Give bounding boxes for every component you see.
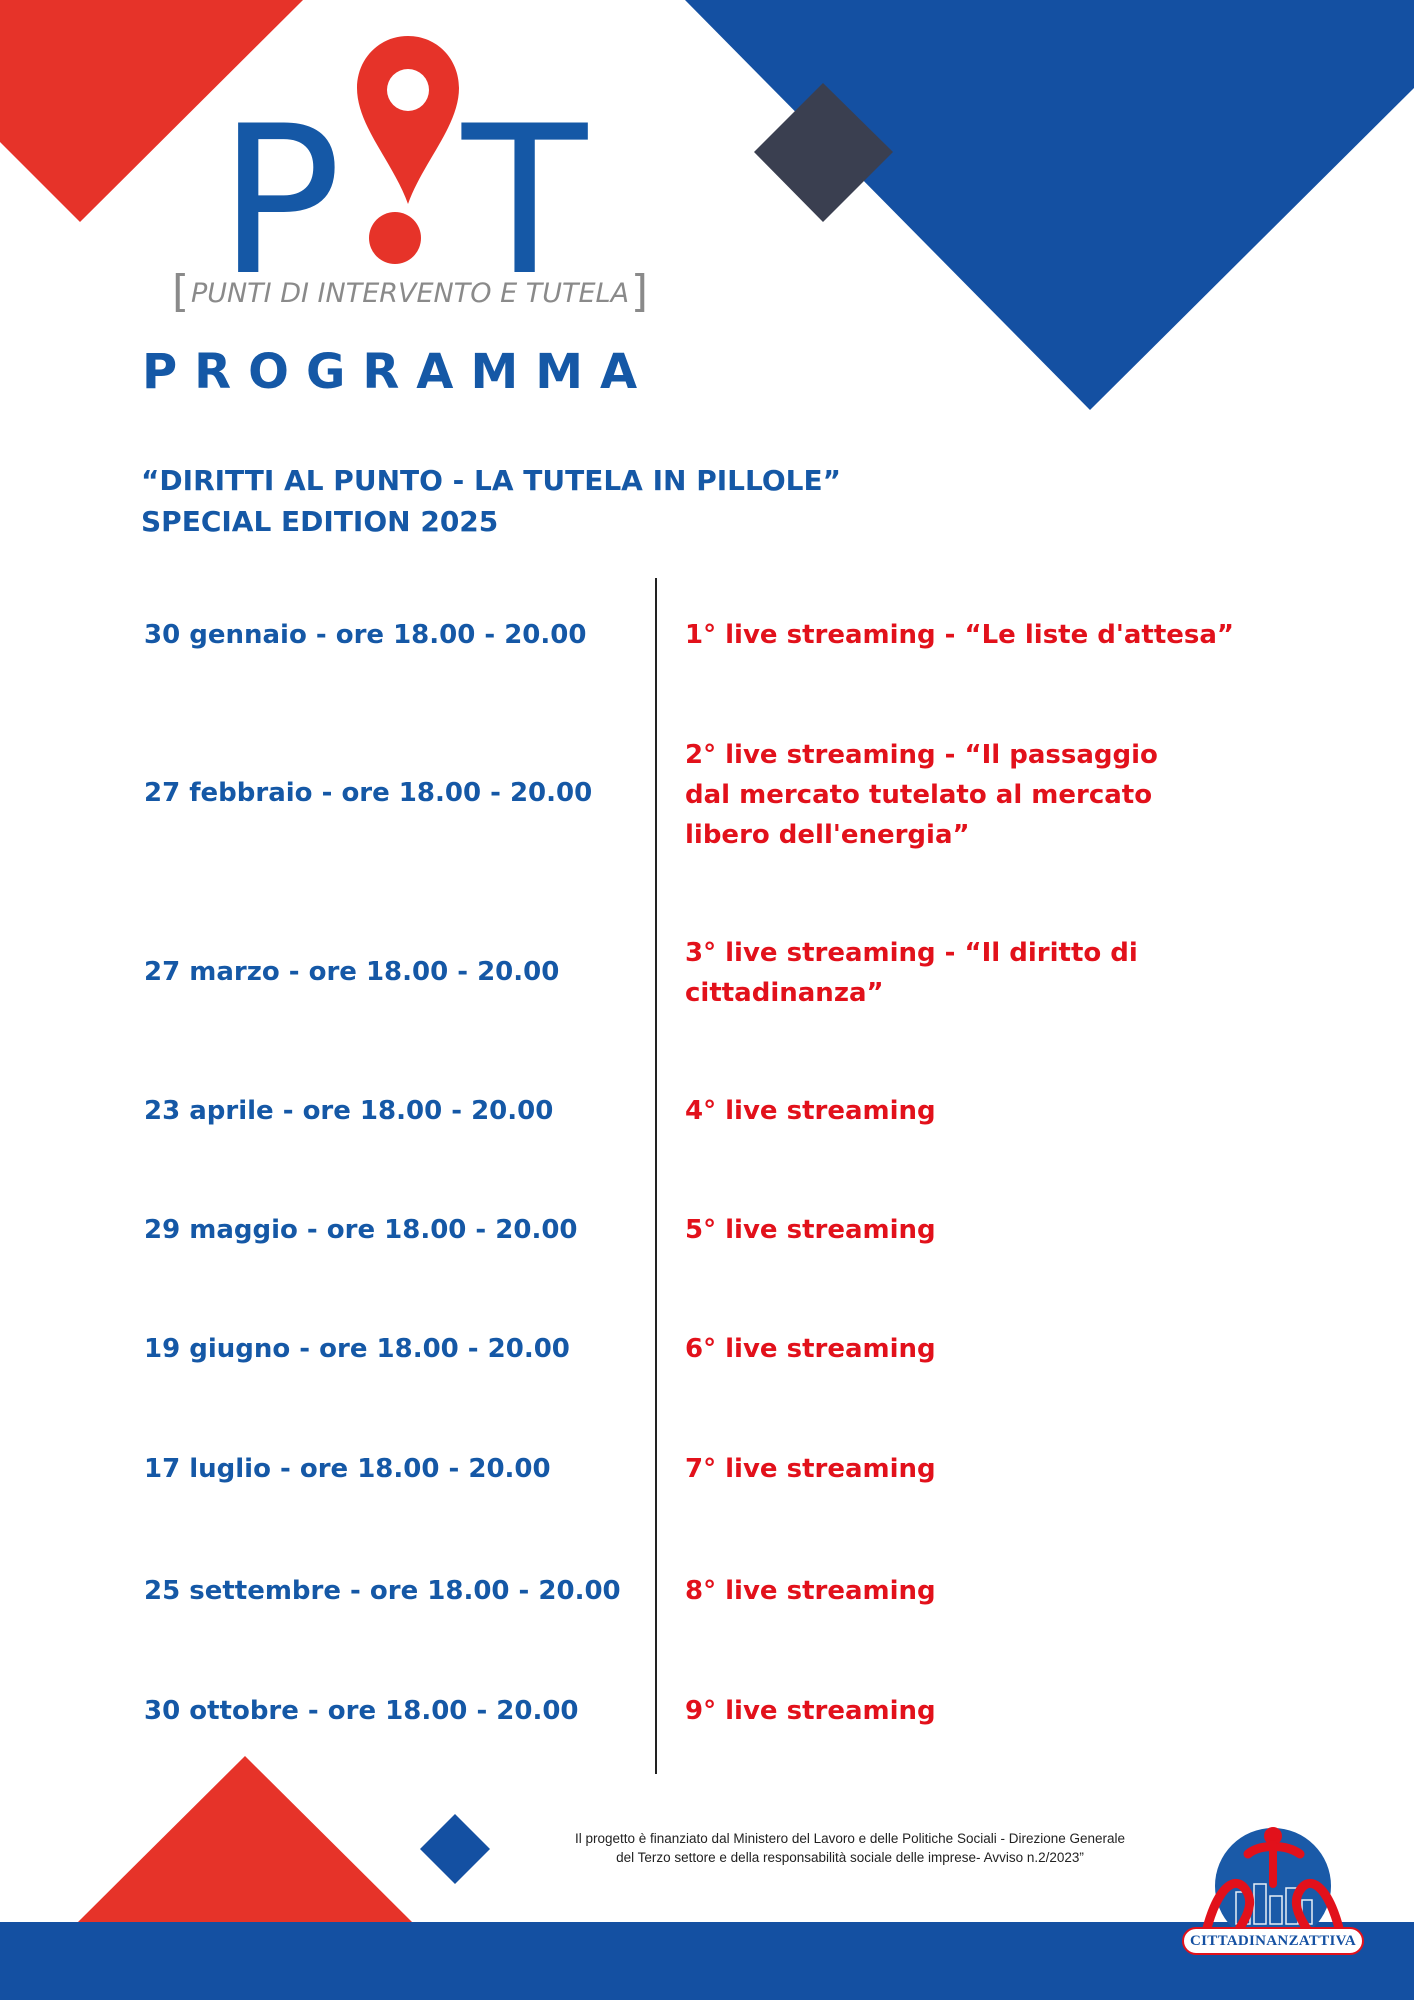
schedule-description: 2° live streaming - “Il passaggio dal mercato tutelato al mercato libero dell'energia” [685, 740, 1158, 850]
partner-logo-text: CITTADINANZATTIVA [1182, 1927, 1364, 1955]
logo-letter-p: P [218, 83, 342, 321]
schedule-date: 17 luglio - ore 18.00 - 20.00 [144, 1454, 551, 1484]
top-right-blue-triangle [685, 0, 1414, 410]
schedule-date: 19 giugno - ore 18.00 - 20.00 [144, 1334, 570, 1364]
schedule-date: 27 marzo - ore 18.00 - 20.00 [144, 957, 560, 987]
schedule-date: 23 aprile - ore 18.00 - 20.00 [144, 1096, 554, 1126]
schedule-date: 29 maggio - ore 18.00 - 20.00 [144, 1215, 578, 1245]
schedule-date: 25 settembre - ore 18.00 - 20.00 [144, 1576, 621, 1606]
logo-tagline-text: PUNTI DI INTERVENTO E TUTELA [190, 278, 630, 309]
schedule-description: 1° live streaming - “Le liste d'attesa” [685, 620, 1234, 650]
map-pin-icon [355, 34, 461, 266]
bottom-blue-diamond [420, 1814, 490, 1884]
event-title [141, 460, 841, 542]
schedule-description: 9° live streaming [685, 1696, 936, 1726]
schedule-date: 30 ottobre - ore 18.00 - 20.00 [144, 1696, 579, 1726]
funding-note-line1: Il progetto è finanziato dal Ministero del Lavoro e delle Politiche Sociali - Direzione Generale [574, 1831, 1126, 1846]
schedule-date: 27 febbraio - ore 18.00 - 20.00 [144, 778, 593, 808]
schedule-description: 8° live streaming [685, 1576, 936, 1606]
schedule-divider [655, 578, 657, 1774]
event-title-line2: SPECIAL EDITION 2025 [141, 505, 499, 538]
schedule-date: 30 gennaio - ore 18.00 - 20.00 [144, 620, 587, 650]
schedule-description: 3° live streaming - “Il diritto di cittadinanza” [685, 938, 1138, 1008]
schedule-description: 7° live streaming [685, 1454, 936, 1484]
schedule-description: 5° live streaming [685, 1215, 936, 1245]
funding-note-line2: del Terzo settore e della responsabilità sociale delle imprese- Avviso n.2/2023” [616, 1850, 1084, 1865]
program-title: PROGRAMMA [142, 344, 655, 400]
schedule-description: 4° live streaming [685, 1096, 936, 1126]
logo-tagline: [ PUNTI DI INTERVENTO E TUTELA ] [172, 266, 648, 317]
funding-note [520, 1829, 1180, 1867]
event-title-line1: “DIRITTI AL PUNTO - LA TUTELA IN PILLOLE” [141, 464, 841, 497]
bottom-left-red-triangle [78, 1756, 412, 1922]
logo-letter-t: T [462, 83, 588, 321]
schedule-description: 6° live streaming [685, 1334, 936, 1364]
